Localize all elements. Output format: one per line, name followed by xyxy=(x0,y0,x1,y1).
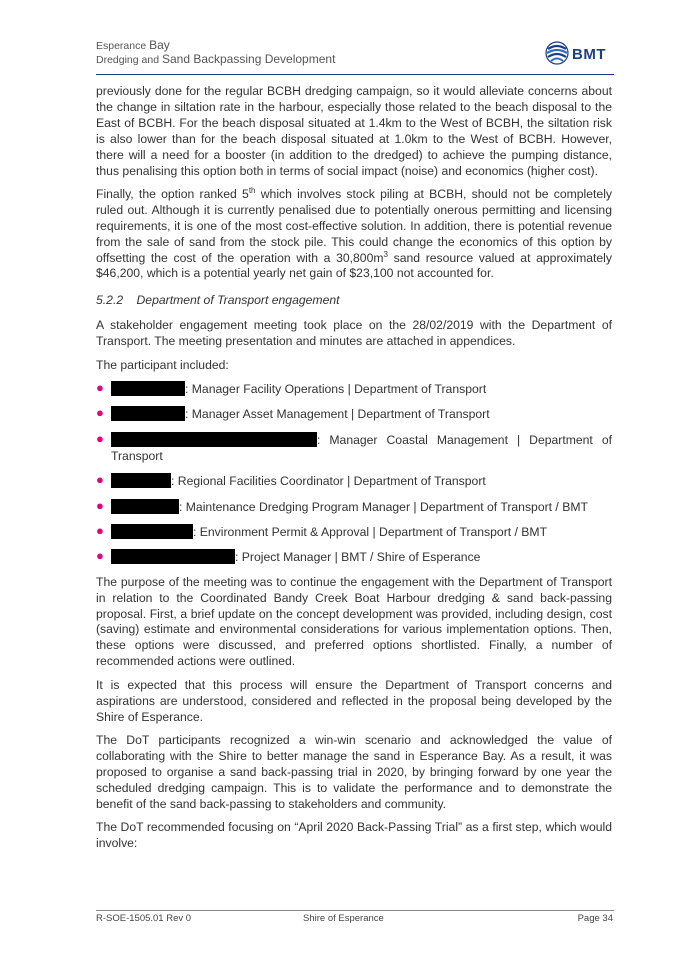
list-item xyxy=(96,432,612,465)
bullet-icon: ● xyxy=(96,430,104,446)
section-number: 5.2.2 xyxy=(96,293,124,308)
page-content xyxy=(96,84,612,859)
bullet-icon: ● xyxy=(96,405,104,421)
bullet-icon: ● xyxy=(96,472,104,488)
paragraph-text: which involves stock piling at BCBH, should not be completely ruled out. Although it is currently penalised due to potentially onerous permitting and licensing requirements, it is one of the most cost-effective solution. In addition, there is potential revenue from the sale of sand from the stock pile. This could change the economics of this option by offsetting the cost of the operation with a 30,800m xyxy=(96,186,613,265)
redacted-name xyxy=(111,524,193,539)
paragraph: The purpose of the meeting was to continue the engagement with the Department of Transport in relation to the Coordinated Bandy Creek Boat Harbour dredging & sand back-passing proposal. First, a brief update on the concept development was provided, including design, cost (saving) estimate and environmental considerations for various implementation options. Then, these options were discussed, and preferred options shortlisted. Finally, a number of recommended actions were outlined. xyxy=(96,574,612,669)
participant-role: : Regional Facilities Coordinator | Department of Transport xyxy=(171,474,486,489)
redacted-name xyxy=(111,473,171,488)
list-item xyxy=(96,549,612,566)
participant-role: : Maintenance Dredging Program Manager | Department of Transport / BMT xyxy=(179,499,588,514)
bullet-icon: ● xyxy=(96,380,104,395)
header-title-line1 xyxy=(96,38,170,52)
page-header xyxy=(96,38,616,74)
paragraph: It is expected that this process will ensure the Department of Transport concerns and aspirations are understood, considered and reflected in the proposal being developed by the Shire of Esperance. xyxy=(96,677,612,724)
superscript: 3 xyxy=(383,249,388,259)
participant-role: : Environment Permit & Approval | Department of Transport / BMT xyxy=(193,524,548,539)
bmt-logo xyxy=(538,38,608,68)
header-line1-big: Bay xyxy=(149,38,170,52)
header-divider xyxy=(96,74,614,75)
redacted-name xyxy=(111,499,179,514)
redacted-name xyxy=(111,406,185,421)
participant-role: : Manager Asset Management | Department of Transport xyxy=(185,407,490,422)
paragraph-text: sand resource valued at approximately $46,200, which is a potential yearly net gain of $23,100 not accounted for. xyxy=(96,250,612,281)
list-item xyxy=(96,524,612,541)
bmt-globe-icon xyxy=(544,40,570,66)
header-line2-big: Sand Backpassing Development xyxy=(161,52,336,66)
redacted-name xyxy=(111,549,235,564)
header-line2-small: Dredging and xyxy=(96,54,160,66)
list-item xyxy=(96,499,612,516)
bullet-icon: ● xyxy=(96,497,104,513)
paragraph: The participant included: xyxy=(96,357,229,372)
paragraph-option-5 xyxy=(96,187,612,282)
participant-role: : Manager Coastal Management | Department of Transport xyxy=(111,432,612,463)
header-title-line2 xyxy=(96,52,335,66)
participant-role: : Manager Facility Operations | Department of Transport xyxy=(185,382,487,396)
list-item xyxy=(96,406,612,423)
participant-role: : Project Manager | BMT / Shire of Esperance xyxy=(235,550,481,565)
paragraph: previously done for the regular BCBH dredging campaign, so it would alleviate concerns about the change in siltation rate in the harbour, especially those related to the beach disposal to the East of BCBH. For the beach disposal situated at 1.4km to the West of BCBH, the siltation risk is also lower than for the beach disposal situated at 1.0km to the West of BCBH. However, there will a need for a booster (in addition to the dredged) to achieve the pumping distance, thus penalising this option both in terms of social impact (noise) and economics (higher cost). xyxy=(96,84,612,178)
client-name: Shire of Esperance xyxy=(303,913,384,924)
logo-text: BMT xyxy=(572,46,606,63)
bullet-icon: ● xyxy=(96,548,104,564)
list-item xyxy=(96,381,612,398)
paragraph: The DoT participants recognized a win-win scenario and acknowledged the value of collaborating with the Shire to better manage the sand in Esperance Bay. As a result, it was proposed to organise a sand back-passing trial in 2020, by bringing forward by one year the scheduled dredging campaign. This is to validate the performance and to demonstrate the benefit of the sand back-passing to stakeholders and community. xyxy=(96,732,612,811)
footer-divider xyxy=(96,910,614,911)
list-item xyxy=(96,473,612,490)
paragraph: A stakeholder engagement meeting took place on the 28/02/2019 with the Department of Transport. The meeting presentation and minutes are attached in appendices. xyxy=(96,318,612,349)
paragraph-text: Finally, the option ranked 5 xyxy=(96,186,249,201)
redacted-name xyxy=(111,381,185,396)
section-heading xyxy=(96,293,612,309)
participant-list xyxy=(96,381,612,566)
header-line1-small: Esperance xyxy=(96,40,147,52)
section-title: Department of Transport engagement xyxy=(136,293,340,308)
bullet-icon: ● xyxy=(96,522,104,538)
document-reference: R-SOE-1505.01 Rev 0 xyxy=(96,913,192,924)
superscript: th xyxy=(248,185,256,195)
paragraph: The DoT recommended focusing on “April 2020 Back-Passing Trial” as a first step, which would involve: xyxy=(96,819,612,850)
redacted-name xyxy=(111,432,317,447)
page-number: Page 34 xyxy=(577,913,613,924)
